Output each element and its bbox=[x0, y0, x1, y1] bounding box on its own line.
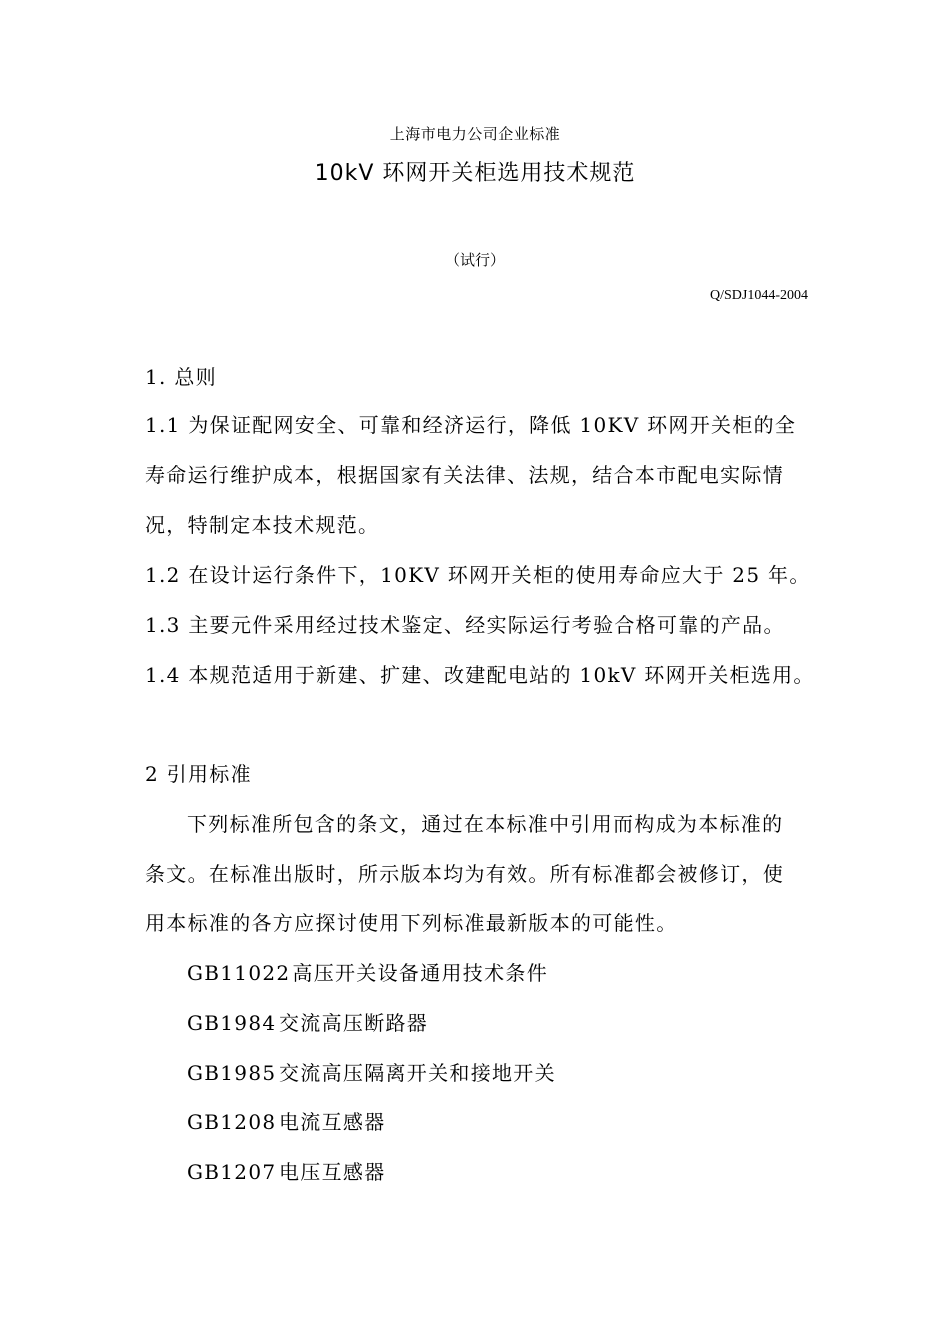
standard-code-item: GB1985 bbox=[187, 1061, 277, 1085]
trial-label: （试行） bbox=[444, 251, 505, 269]
clause-1-1-line-2: 寿命运行维护成本，根据国家有关法律、法规，结合本市配电实际情 bbox=[145, 463, 784, 487]
standard-name-item: 高压开关设备通用技术条件 bbox=[292, 961, 549, 985]
company-standard-label: 上海市电力公司企业标准 bbox=[389, 125, 561, 143]
standard-name-item: 交流高压断路器 bbox=[279, 1011, 429, 1035]
standard-code: Q/SDJ1044-2004 bbox=[709, 288, 808, 303]
standard-item bbox=[187, 1061, 852, 1085]
standard-code-item: GB1208 bbox=[187, 1110, 277, 1134]
standard-code-item: GB11022 bbox=[187, 961, 291, 985]
clause-1-1-line-3: 况，特制定本技术规范。 bbox=[145, 513, 380, 537]
section-2-heading: 2 引用标准 bbox=[145, 762, 252, 786]
standard-name-item: 电流互感器 bbox=[279, 1110, 386, 1134]
standard-item bbox=[187, 1110, 852, 1134]
section-2-intro-line-1: 下列标准所包含的条文，通过在本标准中引用而构成为本标准的 bbox=[187, 812, 784, 836]
clause-1-1-line-1: 1.1 为保证配网安全、可靠和经济运行，降低 10KV 环网开关柜的全 bbox=[145, 413, 797, 437]
clause-1-4: 1.4 本规范适用于新建、扩建、改建配电站的 10kV 环网开关柜选用。 bbox=[145, 663, 815, 687]
standard-code-item: GB1207 bbox=[187, 1160, 277, 1184]
document-title: 10kV 环网开关柜选用技术规范 bbox=[314, 161, 636, 186]
standard-name-item: 电压互感器 bbox=[279, 1160, 386, 1184]
clause-1-3: 1.3 主要元件采用经过技术鉴定、经实际运行考验合格可靠的产品。 bbox=[145, 613, 785, 637]
standard-item bbox=[187, 1160, 852, 1184]
standard-code-item: GB1984 bbox=[187, 1011, 277, 1035]
section-2-intro-line-3: 用本标准的各方应探讨使用下列标准最新版本的可能性。 bbox=[145, 911, 678, 935]
section-2-intro-line-2: 条文。在标准出版时，所示版本均为有效。所有标准都会被修订，使 bbox=[145, 862, 784, 886]
standard-item bbox=[187, 961, 852, 985]
standard-name-item: 交流高压隔离开关和接地开关 bbox=[279, 1061, 556, 1085]
section-1-heading: 1. 总则 bbox=[145, 365, 217, 389]
standard-item bbox=[187, 1011, 852, 1035]
clause-1-2: 1.2 在设计运行条件下，10KV 环网开关柜的使用寿命应大于 25 年。 bbox=[145, 563, 811, 587]
